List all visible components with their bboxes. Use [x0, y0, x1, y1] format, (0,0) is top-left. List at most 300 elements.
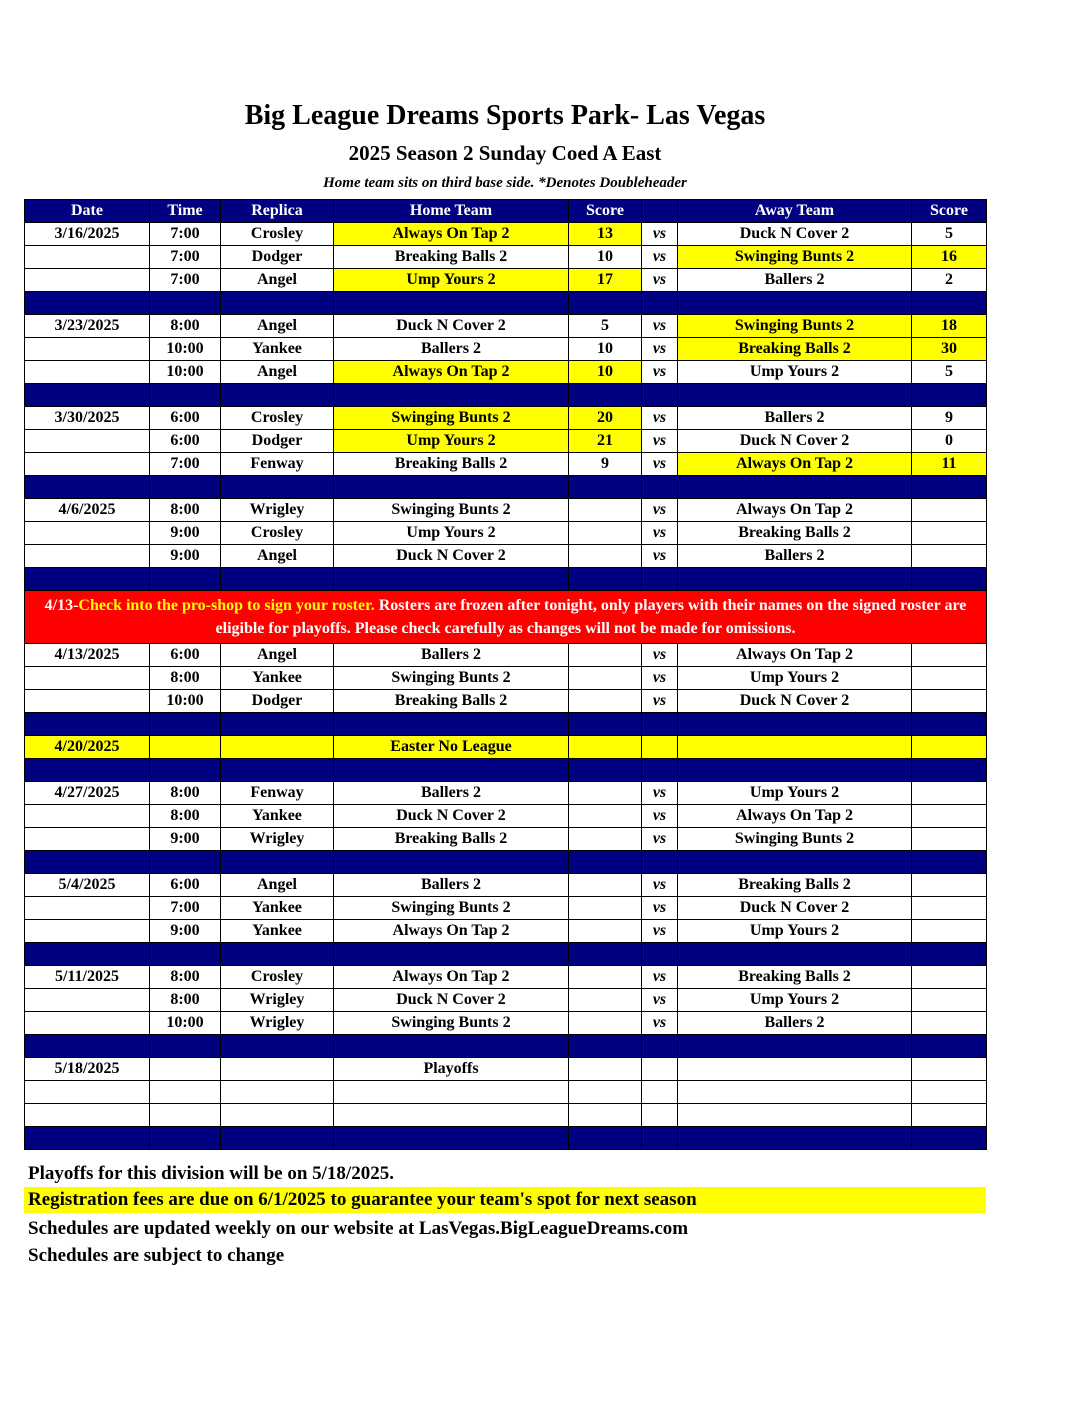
time-cell: 6:00 — [150, 644, 221, 667]
time-cell: 7:00 — [150, 269, 221, 292]
home-score-cell — [569, 805, 642, 828]
game-row — [25, 453, 987, 476]
schedule-body — [25, 223, 987, 1150]
vs-cell: vs — [642, 223, 678, 246]
vs-cell: vs — [642, 920, 678, 943]
vs-cell: vs — [642, 522, 678, 545]
away-score-cell — [912, 874, 987, 897]
replica-cell: Angel — [221, 545, 334, 568]
home-score-cell: 10 — [569, 338, 642, 361]
separator-cell — [334, 851, 569, 874]
time-cell: 7:00 — [150, 897, 221, 920]
separator-cell — [678, 943, 912, 966]
away-team-cell: Ballers 2 — [678, 1012, 912, 1035]
away-team-cell: Ump Yours 2 — [678, 920, 912, 943]
time-cell: 10:00 — [150, 361, 221, 384]
separator-cell — [150, 713, 221, 736]
away-team-cell: Always On Tap 2 — [678, 499, 912, 522]
empty-cell — [642, 1104, 678, 1127]
time-cell: 6:00 — [150, 407, 221, 430]
game-row — [25, 782, 987, 805]
registration-note: Registration fees are due on 6/1/2025 to guarantee your team's spot for next season — [24, 1187, 986, 1213]
home-team-cell: Duck N Cover 2 — [334, 315, 569, 338]
separator-cell — [150, 476, 221, 499]
schedule-table — [24, 199, 987, 1150]
replica-cell: Dodger — [221, 246, 334, 269]
separator-row — [25, 476, 987, 499]
empty-cell — [569, 1104, 642, 1127]
home-team-cell: Always On Tap 2 — [334, 966, 569, 989]
game-row — [25, 269, 987, 292]
replica-cell: Dodger — [221, 430, 334, 453]
replica-cell: Crosley — [221, 522, 334, 545]
separator-cell — [642, 759, 678, 782]
separator-cell — [569, 713, 642, 736]
home-score-cell — [569, 690, 642, 713]
game-row — [25, 690, 987, 713]
time-cell: 10:00 — [150, 338, 221, 361]
separator-cell — [221, 851, 334, 874]
away-team-cell: Ballers 2 — [678, 407, 912, 430]
away-team-cell: Duck N Cover 2 — [678, 690, 912, 713]
game-row — [25, 989, 987, 1012]
replica-cell: Angel — [221, 269, 334, 292]
date-cell: 4/13/2025 — [25, 644, 150, 667]
separator-cell — [642, 568, 678, 591]
away-score-cell — [912, 920, 987, 943]
date-cell: 4/20/2025 — [25, 736, 150, 759]
time-cell: 9:00 — [150, 828, 221, 851]
time-cell: 10:00 — [150, 1012, 221, 1035]
home-score-cell — [569, 545, 642, 568]
separator-cell — [150, 1127, 221, 1150]
date-cell — [25, 246, 150, 269]
vs-cell: vs — [642, 246, 678, 269]
empty-cell — [150, 1104, 221, 1127]
vs-cell — [642, 1058, 678, 1081]
home-team-cell: Ump Yours 2 — [334, 522, 569, 545]
empty-cell — [25, 1081, 150, 1104]
away-team-cell: Breaking Balls 2 — [678, 874, 912, 897]
away-team-cell: Ump Yours 2 — [678, 989, 912, 1012]
empty-cell — [221, 1081, 334, 1104]
separator-row — [25, 1035, 987, 1058]
separator-row — [25, 851, 987, 874]
time-cell: 8:00 — [150, 989, 221, 1012]
change-note: Schedules are subject to change — [28, 1245, 285, 1266]
separator-cell — [25, 759, 150, 782]
home-score-cell: 21 — [569, 430, 642, 453]
notice-highlight: Check into the pro-shop to sign your roster. — [78, 597, 375, 614]
vs-cell: vs — [642, 315, 678, 338]
away-score-cell — [912, 989, 987, 1012]
separator-cell — [150, 851, 221, 874]
vs-cell: vs — [642, 667, 678, 690]
page-title: Big League Dreams Sports Park- Las Vegas — [244, 100, 766, 131]
away-score-cell: 11 — [912, 453, 987, 476]
date-cell — [25, 805, 150, 828]
home-score-cell — [569, 522, 642, 545]
home-team-cell: Breaking Balls 2 — [334, 828, 569, 851]
separator-cell — [221, 759, 334, 782]
away-team-cell: Duck N Cover 2 — [678, 430, 912, 453]
separator-cell — [678, 1035, 912, 1058]
home-score-cell — [569, 828, 642, 851]
separator-cell — [678, 1127, 912, 1150]
home-score-cell — [569, 989, 642, 1012]
home-score-cell — [569, 736, 642, 759]
replica-cell: Angel — [221, 361, 334, 384]
vs-cell: vs — [642, 966, 678, 989]
game-row — [25, 407, 987, 430]
separator-cell — [678, 384, 912, 407]
date-cell: 5/18/2025 — [25, 1058, 150, 1081]
replica-cell: Fenway — [221, 453, 334, 476]
vs-cell: vs — [642, 828, 678, 851]
home-team-cell: Swinging Bunts 2 — [334, 499, 569, 522]
empty-cell — [678, 1081, 912, 1104]
home-score-cell — [569, 920, 642, 943]
col-header-away-score: Score — [912, 200, 987, 223]
separator-cell — [912, 851, 987, 874]
vs-cell: vs — [642, 1012, 678, 1035]
separator-cell — [912, 476, 987, 499]
separator-cell — [642, 292, 678, 315]
col-header-vs — [642, 200, 678, 223]
separator-cell — [150, 1035, 221, 1058]
separator-cell — [221, 384, 334, 407]
home-team-cell: Breaking Balls 2 — [334, 246, 569, 269]
separator-cell — [912, 292, 987, 315]
replica-cell: Wrigley — [221, 828, 334, 851]
vs-cell: vs — [642, 430, 678, 453]
home-team-cell: Swinging Bunts 2 — [334, 407, 569, 430]
home-team-cell: Always On Tap 2 — [334, 223, 569, 246]
col-header-replica: Replica — [221, 200, 334, 223]
home-team-cell: Breaking Balls 2 — [334, 453, 569, 476]
time-cell: 7:00 — [150, 223, 221, 246]
vs-cell: vs — [642, 690, 678, 713]
away-team-cell — [678, 1058, 912, 1081]
separator-cell — [569, 384, 642, 407]
date-cell — [25, 897, 150, 920]
replica-cell: Angel — [221, 874, 334, 897]
empty-cell — [642, 1081, 678, 1104]
separator-cell — [678, 759, 912, 782]
separator-cell — [642, 1127, 678, 1150]
date-cell — [25, 269, 150, 292]
date-cell — [25, 690, 150, 713]
away-team-cell: Ballers 2 — [678, 269, 912, 292]
col-header-time: Time — [150, 200, 221, 223]
game-row — [25, 522, 987, 545]
home-team-cell: Always On Tap 2 — [334, 361, 569, 384]
separator-cell — [25, 476, 150, 499]
vs-cell: vs — [642, 989, 678, 1012]
date-cell — [25, 989, 150, 1012]
separator-cell — [25, 568, 150, 591]
home-score-cell — [569, 667, 642, 690]
home-team-cell: Swinging Bunts 2 — [334, 897, 569, 920]
time-cell: 7:00 — [150, 453, 221, 476]
separator-cell — [221, 1035, 334, 1058]
separator-cell — [334, 476, 569, 499]
home-team-cell: Ballers 2 — [334, 782, 569, 805]
away-team-cell: Duck N Cover 2 — [678, 897, 912, 920]
separator-cell — [569, 943, 642, 966]
date-cell — [25, 667, 150, 690]
home-score-cell — [569, 644, 642, 667]
replica-cell: Angel — [221, 644, 334, 667]
home-score-cell: 10 — [569, 361, 642, 384]
time-cell — [150, 736, 221, 759]
date-cell — [25, 338, 150, 361]
replica-cell: Wrigley — [221, 499, 334, 522]
separator-cell — [569, 851, 642, 874]
vs-cell: vs — [642, 545, 678, 568]
date-cell: 3/30/2025 — [25, 407, 150, 430]
separator-cell — [25, 384, 150, 407]
time-cell: 9:00 — [150, 545, 221, 568]
away-team-cell: Always On Tap 2 — [678, 644, 912, 667]
separator-row — [25, 384, 987, 407]
separator-cell — [334, 759, 569, 782]
date-cell — [25, 430, 150, 453]
separator-cell — [334, 292, 569, 315]
page-subtitle: 2025 Season 2 Sunday Coed A East — [348, 141, 662, 165]
home-score-cell: 5 — [569, 315, 642, 338]
time-cell: 9:00 — [150, 522, 221, 545]
separator-cell — [221, 943, 334, 966]
empty-cell — [221, 1104, 334, 1127]
home-score-cell: 13 — [569, 223, 642, 246]
home-team-cell: Ballers 2 — [334, 644, 569, 667]
separator-cell — [642, 713, 678, 736]
separator-cell — [150, 759, 221, 782]
table-header-row — [25, 200, 987, 223]
separator-cell — [25, 1127, 150, 1150]
date-cell — [25, 1012, 150, 1035]
home-team-cell: Ump Yours 2 — [334, 269, 569, 292]
separator-cell — [569, 568, 642, 591]
away-score-cell: 5 — [912, 223, 987, 246]
date-cell: 3/16/2025 — [25, 223, 150, 246]
home-score-cell: 17 — [569, 269, 642, 292]
time-cell: 8:00 — [150, 315, 221, 338]
game-row — [25, 667, 987, 690]
game-row — [25, 361, 987, 384]
game-row — [25, 315, 987, 338]
roster-notice-row — [25, 591, 987, 644]
time-cell: 8:00 — [150, 805, 221, 828]
away-score-cell — [912, 782, 987, 805]
notice-date: 4/13- — [44, 597, 79, 614]
separator-cell — [678, 568, 912, 591]
replica-cell — [221, 1058, 334, 1081]
separator-cell — [912, 943, 987, 966]
home-score-cell — [569, 1058, 642, 1081]
away-score-cell: 16 — [912, 246, 987, 269]
vs-cell: vs — [642, 453, 678, 476]
time-cell: 8:00 — [150, 966, 221, 989]
home-team-cell: Always On Tap 2 — [334, 920, 569, 943]
away-team-cell: Ballers 2 — [678, 545, 912, 568]
date-cell — [25, 545, 150, 568]
event-row — [25, 736, 987, 759]
date-cell: 4/27/2025 — [25, 782, 150, 805]
separator-cell — [569, 1035, 642, 1058]
away-score-cell — [912, 805, 987, 828]
time-cell: 10:00 — [150, 690, 221, 713]
away-team-cell: Breaking Balls 2 — [678, 522, 912, 545]
separator-cell — [221, 1127, 334, 1150]
separator-row — [25, 759, 987, 782]
away-score-cell — [912, 522, 987, 545]
game-row — [25, 246, 987, 269]
game-row — [25, 499, 987, 522]
separator-cell — [912, 1127, 987, 1150]
separator-cell — [25, 1035, 150, 1058]
home-team-cell: Duck N Cover 2 — [334, 805, 569, 828]
home-team-cell: Ballers 2 — [334, 874, 569, 897]
away-score-cell: 30 — [912, 338, 987, 361]
replica-cell: Fenway — [221, 782, 334, 805]
away-score-cell — [912, 545, 987, 568]
roster-notice — [25, 591, 987, 644]
time-cell: 6:00 — [150, 430, 221, 453]
away-team-cell: Breaking Balls 2 — [678, 338, 912, 361]
game-row — [25, 430, 987, 453]
date-cell: 3/23/2025 — [25, 315, 150, 338]
vs-cell: vs — [642, 499, 678, 522]
vs-cell — [642, 736, 678, 759]
replica-cell: Angel — [221, 315, 334, 338]
empty-cell — [678, 1104, 912, 1127]
separator-cell — [642, 1035, 678, 1058]
separator-cell — [25, 292, 150, 315]
home-score-cell: 10 — [569, 246, 642, 269]
away-score-cell: 2 — [912, 269, 987, 292]
away-score-cell — [912, 1058, 987, 1081]
time-cell: 6:00 — [150, 874, 221, 897]
home-score-cell — [569, 966, 642, 989]
separator-row — [25, 292, 987, 315]
away-team-cell: Always On Tap 2 — [678, 453, 912, 476]
separator-cell — [150, 292, 221, 315]
separator-cell — [334, 943, 569, 966]
game-row — [25, 223, 987, 246]
separator-cell — [150, 943, 221, 966]
replica-cell: Dodger — [221, 690, 334, 713]
date-cell — [25, 453, 150, 476]
time-cell: 8:00 — [150, 782, 221, 805]
game-row — [25, 805, 987, 828]
game-row — [25, 874, 987, 897]
separator-cell — [150, 568, 221, 591]
away-score-cell — [912, 499, 987, 522]
away-score-cell — [912, 736, 987, 759]
empty-cell — [569, 1081, 642, 1104]
replica-cell: Crosley — [221, 966, 334, 989]
separator-cell — [25, 713, 150, 736]
home-score-cell — [569, 874, 642, 897]
separator-cell — [25, 851, 150, 874]
event-label: Playoffs — [334, 1058, 569, 1081]
date-cell: 5/11/2025 — [25, 966, 150, 989]
separator-cell — [221, 292, 334, 315]
replica-cell — [221, 736, 334, 759]
away-score-cell: 18 — [912, 315, 987, 338]
vs-cell: vs — [642, 407, 678, 430]
separator-cell — [642, 384, 678, 407]
away-team-cell: Breaking Balls 2 — [678, 966, 912, 989]
vs-cell: vs — [642, 269, 678, 292]
game-row — [25, 897, 987, 920]
separator-cell — [912, 1035, 987, 1058]
time-cell: 8:00 — [150, 499, 221, 522]
time-cell: 9:00 — [150, 920, 221, 943]
time-cell — [150, 1058, 221, 1081]
home-score-cell: 20 — [569, 407, 642, 430]
away-team-cell: Swinging Bunts 2 — [678, 828, 912, 851]
separator-row — [25, 713, 987, 736]
replica-cell: Wrigley — [221, 989, 334, 1012]
away-score-cell — [912, 828, 987, 851]
game-row — [25, 920, 987, 943]
replica-cell: Yankee — [221, 667, 334, 690]
home-team-cell: Breaking Balls 2 — [334, 690, 569, 713]
away-score-cell: 9 — [912, 407, 987, 430]
separator-cell — [912, 713, 987, 736]
away-team-cell: Duck N Cover 2 — [678, 223, 912, 246]
replica-cell: Crosley — [221, 223, 334, 246]
game-row — [25, 545, 987, 568]
away-team-cell: Swinging Bunts 2 — [678, 315, 912, 338]
empty-cell — [912, 1081, 987, 1104]
time-cell: 8:00 — [150, 667, 221, 690]
replica-cell: Yankee — [221, 338, 334, 361]
event-label: Easter No League — [334, 736, 569, 759]
empty-row — [25, 1104, 987, 1127]
date-cell — [25, 361, 150, 384]
separator-cell — [678, 476, 912, 499]
empty-row — [25, 1081, 987, 1104]
separator-row — [25, 568, 987, 591]
vs-cell: vs — [642, 874, 678, 897]
vs-cell: vs — [642, 361, 678, 384]
replica-cell: Yankee — [221, 897, 334, 920]
separator-cell — [569, 759, 642, 782]
date-cell: 4/6/2025 — [25, 499, 150, 522]
separator-cell — [221, 476, 334, 499]
separator-cell — [569, 476, 642, 499]
home-team-cell: Ballers 2 — [334, 338, 569, 361]
separator-cell — [678, 292, 912, 315]
separator-cell — [912, 384, 987, 407]
time-cell: 7:00 — [150, 246, 221, 269]
game-row — [25, 644, 987, 667]
away-team-cell: Ump Yours 2 — [678, 361, 912, 384]
game-row — [25, 338, 987, 361]
home-team-cell: Swinging Bunts 2 — [334, 667, 569, 690]
replica-cell: Yankee — [221, 920, 334, 943]
separator-cell — [678, 713, 912, 736]
vs-cell: vs — [642, 338, 678, 361]
empty-cell — [334, 1104, 569, 1127]
separator-cell — [569, 1127, 642, 1150]
separator-cell — [221, 713, 334, 736]
away-team-cell: Ump Yours 2 — [678, 782, 912, 805]
